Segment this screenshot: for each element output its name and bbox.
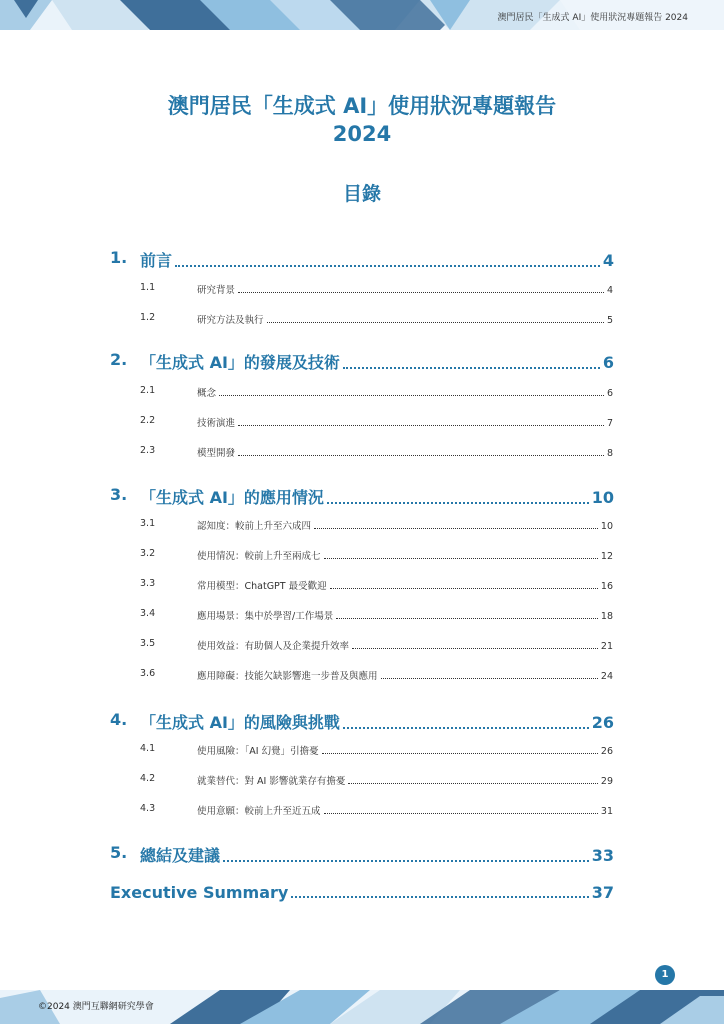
toc-entry-number: 4.1 bbox=[140, 743, 156, 754]
toc-entry-page: 24 bbox=[600, 671, 613, 682]
toc-entry-label: 就業替代：對 AI 影響就業存有擔憂 bbox=[197, 776, 346, 787]
toc-entry-number: 1. bbox=[110, 248, 128, 267]
toc-subsection-entry[interactable] bbox=[0, 578, 724, 592]
toc-entry-page: 26 bbox=[600, 746, 613, 757]
toc-entry-label: 「生成式 AI」的應用情況 bbox=[140, 488, 324, 507]
toc-entry-label: 研究背景 bbox=[197, 285, 236, 296]
toc-dot-leader bbox=[322, 753, 598, 754]
toc-dot-leader bbox=[238, 425, 604, 426]
toc-entry-number: 3.6 bbox=[140, 668, 156, 679]
toc-subsection-entry[interactable] bbox=[0, 773, 724, 787]
toc-entry-label: 研究方法及執行 bbox=[197, 315, 264, 326]
toc-entry-page: 4 bbox=[606, 285, 613, 296]
toc-dot-leader bbox=[348, 783, 598, 784]
toc-entry-label: 使用意願：較前上升至近五成 bbox=[197, 806, 321, 817]
toc-entry-label: 「生成式 AI」的發展及技術 bbox=[140, 353, 340, 372]
toc-entry-label: 總結及建議 bbox=[140, 846, 221, 865]
toc-subsection-entry[interactable] bbox=[0, 312, 724, 326]
toc-entry-number: 5. bbox=[110, 843, 128, 862]
toc-entry-page: 12 bbox=[600, 551, 613, 562]
toc-section-entry[interactable] bbox=[0, 485, 724, 508]
toc-dot-leader bbox=[381, 678, 598, 679]
toc-subsection-entry[interactable] bbox=[0, 803, 724, 817]
toc-subsection-entry[interactable] bbox=[0, 282, 724, 296]
toc-subsection-entry[interactable] bbox=[0, 548, 724, 562]
running-header: 澳門居民「生成式 AI」使用狀況專題報告 2024 bbox=[497, 13, 688, 23]
toc-entry-page: 18 bbox=[600, 611, 613, 622]
toc-dot-leader bbox=[314, 528, 598, 529]
toc-dot-leader bbox=[291, 896, 588, 898]
toc-entry-number: 2. bbox=[110, 350, 128, 369]
toc-entry-number: 2.3 bbox=[140, 445, 156, 456]
report-title: 澳門居民「生成式 AI」使用狀況專題報告 bbox=[167, 94, 557, 118]
toc-entry-page: 7 bbox=[606, 418, 613, 429]
toc-dot-leader bbox=[267, 322, 604, 323]
toc-entry-label: 模型開發 bbox=[197, 448, 236, 459]
toc-entry-page: 33 bbox=[591, 846, 614, 865]
toc-subsection-entry[interactable] bbox=[0, 518, 724, 532]
toc-entry-number: 4. bbox=[110, 710, 128, 729]
toc-dot-leader bbox=[336, 618, 598, 619]
toc-entry-page: 10 bbox=[591, 488, 614, 507]
toc-entry-number: 4.3 bbox=[140, 803, 156, 814]
toc-dot-leader bbox=[352, 648, 598, 649]
toc-entry-page: 6 bbox=[602, 353, 614, 372]
toc-dot-leader bbox=[330, 588, 598, 589]
toc-entry-number: 1.1 bbox=[140, 282, 156, 293]
toc-entry-page: 37 bbox=[591, 883, 614, 902]
toc-entry-label: 概念 bbox=[197, 388, 217, 399]
toc-section-entry[interactable] bbox=[0, 350, 724, 373]
toc-entry-label: 技術演進 bbox=[197, 418, 236, 429]
toc-entry-number: 2.2 bbox=[140, 415, 156, 426]
page-number-badge: 1 bbox=[655, 965, 675, 985]
toc-entry-number: 1.2 bbox=[140, 312, 156, 323]
toc-entry-label: 前言 bbox=[140, 251, 173, 270]
toc-entry-number: 3.5 bbox=[140, 638, 156, 649]
toc-subsection-entry[interactable] bbox=[0, 743, 724, 757]
toc-subsection-entry[interactable] bbox=[0, 608, 724, 622]
toc-section-entry[interactable] bbox=[0, 710, 724, 733]
toc-section-entry[interactable] bbox=[0, 883, 724, 902]
toc-entry-number: 3.2 bbox=[140, 548, 156, 559]
toc-entry-page: 16 bbox=[600, 581, 613, 592]
toc-section-entry[interactable] bbox=[0, 843, 724, 866]
toc-subsection-entry[interactable] bbox=[0, 415, 724, 429]
toc-dot-leader bbox=[175, 265, 600, 267]
toc-entry-label: Executive Summary bbox=[110, 883, 289, 902]
toc-entry-label: 應用障礙：技能欠缺影響進一步普及與應用 bbox=[197, 671, 378, 682]
toc-entry-page: 6 bbox=[606, 388, 613, 399]
toc-dot-leader bbox=[238, 455, 604, 456]
toc-entry-page: 21 bbox=[600, 641, 613, 652]
toc-section-entry[interactable] bbox=[0, 248, 724, 271]
toc-entry-page: 26 bbox=[591, 713, 614, 732]
toc-entry-page: 29 bbox=[600, 776, 613, 787]
toc-entry-page: 5 bbox=[606, 315, 613, 326]
toc-dot-leader bbox=[327, 502, 589, 504]
footer-copyright: ©2024 澳門互聯網研究學會 bbox=[38, 1002, 154, 1012]
toc-subsection-entry[interactable] bbox=[0, 668, 724, 682]
toc-entry-number: 3.3 bbox=[140, 578, 156, 589]
toc-dot-leader bbox=[324, 813, 598, 814]
toc-subsection-entry[interactable] bbox=[0, 445, 724, 459]
toc-entry-page: 4 bbox=[602, 251, 614, 270]
toc-entry-number: 3.1 bbox=[140, 518, 156, 529]
toc-entry-number: 4.2 bbox=[140, 773, 156, 784]
toc-entry-label: 使用效益：有助個人及企業提升效率 bbox=[197, 641, 350, 652]
toc-entry-label: 常用模型：ChatGPT 最受歡迎 bbox=[197, 581, 327, 592]
toc-entry-number: 3. bbox=[110, 485, 128, 504]
toc-subsection-entry[interactable] bbox=[0, 385, 724, 399]
toc-entry-page: 8 bbox=[606, 448, 613, 459]
toc-entry-label: 認知度：較前上升至六成四 bbox=[197, 521, 312, 532]
toc-subsection-entry[interactable] bbox=[0, 638, 724, 652]
toc-dot-leader bbox=[223, 860, 589, 862]
toc-dot-leader bbox=[324, 558, 598, 559]
toc-entry-label: 使用情況：較前上升至兩成七 bbox=[197, 551, 321, 562]
toc-entry-page: 10 bbox=[600, 521, 613, 532]
toc-dot-leader bbox=[238, 292, 604, 293]
toc-dot-leader bbox=[343, 367, 600, 369]
toc-entry-page: 31 bbox=[600, 806, 613, 817]
toc-heading: 目錄 bbox=[342, 183, 381, 205]
toc-dot-leader bbox=[219, 395, 604, 396]
toc-entry-label: 使用風險：「AI 幻覺」引擔憂 bbox=[197, 746, 319, 757]
toc-entry-label: 應用場景：集中於學習/工作場景 bbox=[197, 611, 334, 622]
toc-entry-label: 「生成式 AI」的風險與挑戰 bbox=[140, 713, 340, 732]
toc-entry-number: 2.1 bbox=[140, 385, 156, 396]
toc-entry-number: 3.4 bbox=[140, 608, 156, 619]
toc-dot-leader bbox=[343, 727, 589, 729]
report-year: 2024 bbox=[332, 122, 392, 146]
